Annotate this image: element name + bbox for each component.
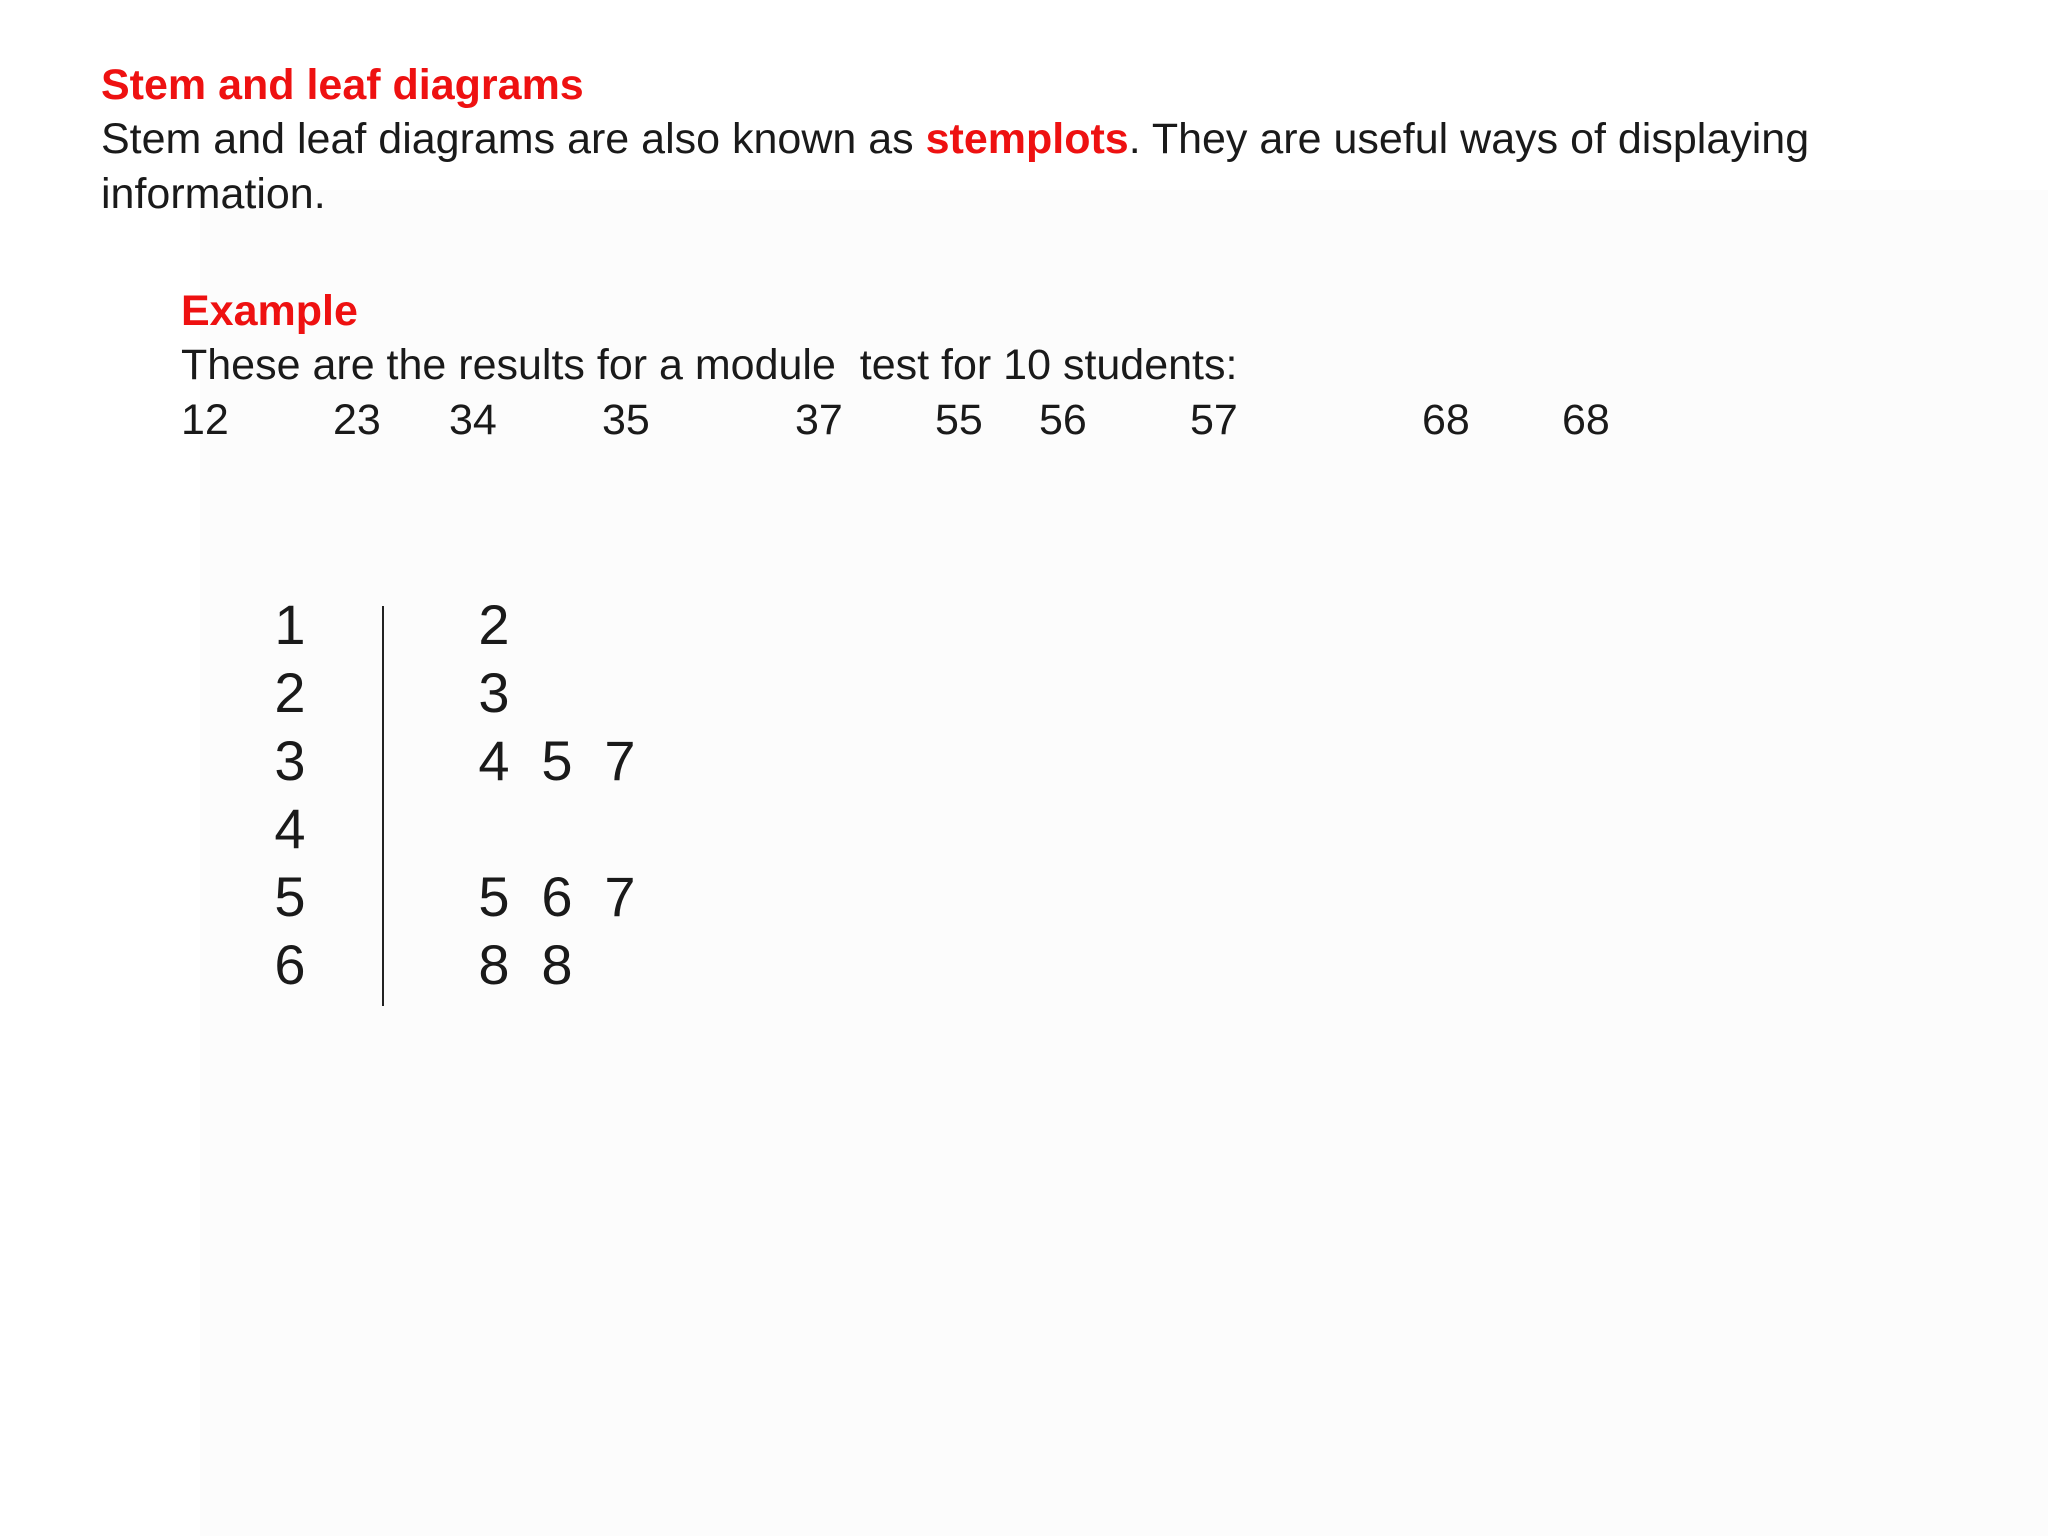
leaf-value: 4	[478, 729, 510, 792]
data-value: 35	[602, 396, 650, 444]
stem-leaf-divider	[382, 606, 384, 1006]
data-value: 55	[935, 396, 983, 444]
page-title: Stem and leaf diagrams	[101, 61, 584, 109]
data-value: 57	[1190, 396, 1238, 444]
intro-text-start: Stem and leaf diagrams are also known as	[101, 115, 926, 163]
example-heading: Example	[181, 287, 358, 335]
leaf-value: 7	[604, 729, 636, 792]
data-value: 68	[1562, 396, 1610, 444]
intro-text-end: . They are useful ways of displaying information.	[101, 115, 1810, 218]
data-value: 56	[1039, 396, 1087, 444]
leaf-value: 5	[478, 865, 510, 928]
stem-value: 6	[274, 933, 306, 996]
leaf-value: 8	[478, 933, 510, 996]
example-description: These are the results for a module test for 10 students:	[181, 341, 1238, 389]
leaf-value: 3	[478, 661, 510, 724]
leaf-value: 8	[541, 933, 573, 996]
data-value: 12	[181, 396, 229, 444]
data-value: 37	[795, 396, 843, 444]
stem-value: 2	[274, 661, 306, 724]
leaf-value: 7	[604, 865, 636, 928]
data-value: 34	[449, 396, 497, 444]
stem-value: 4	[274, 797, 306, 860]
stemplots-term: stemplots	[925, 115, 1129, 163]
intro-paragraph	[101, 112, 1861, 222]
data-value: 23	[333, 396, 381, 444]
leaf-value: 2	[478, 593, 510, 656]
leaf-value: 5	[541, 729, 573, 792]
data-value: 68	[1422, 396, 1470, 444]
stem-value: 5	[274, 865, 306, 928]
stem-value: 3	[274, 729, 306, 792]
leaf-value: 6	[541, 865, 573, 928]
stem-value: 1	[274, 593, 306, 656]
